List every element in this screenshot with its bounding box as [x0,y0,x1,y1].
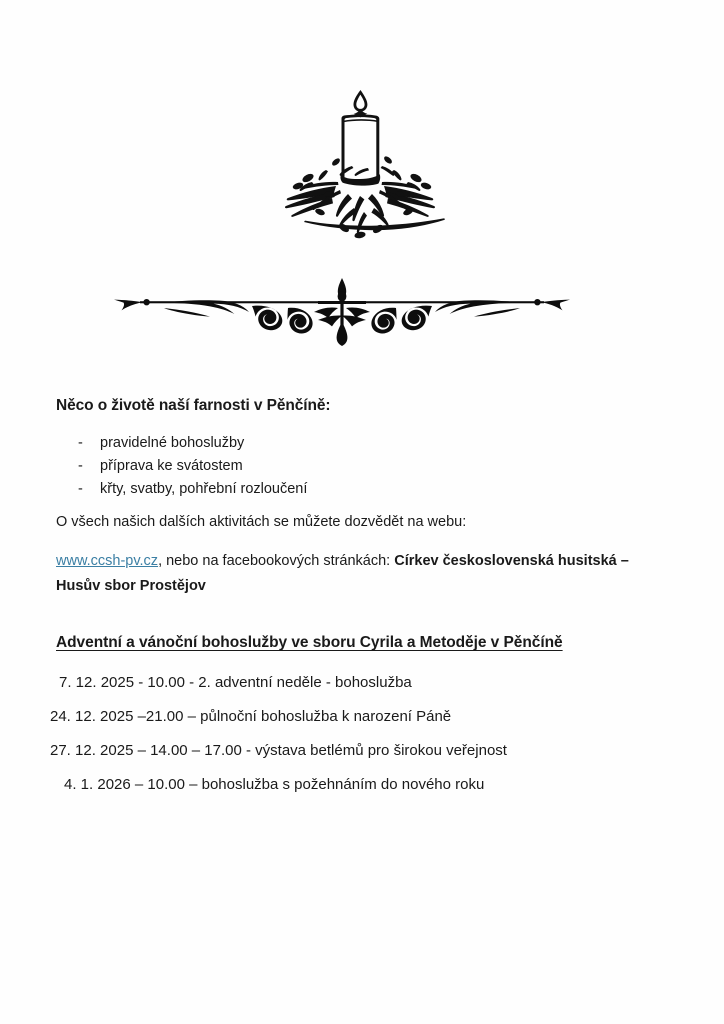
web-intro-text: O všech našich dalších aktivitách se můžete dozvědět na webu: [56,514,467,530]
web-after-link-text: , nebo na facebookových stránkách: [158,553,395,569]
schedule-entry: 24. 12. 2025 –21.00 – půlnoční bohoslužba k narození Páně [50,708,452,725]
bullet-marker: - [78,481,83,497]
bullet-marker: - [78,458,83,474]
schedule-heading: Adventní a vánoční bohoslužby ve sboru Cyrila a Metoděje v Pěnčíně [56,634,563,651]
service-schedule-list [50,666,670,802]
page-title: Něco o životě naší farnosti v Pěnčíně: [56,397,331,414]
list-item-label: křty, svatby, pohřební rozloučení [100,481,308,497]
web-links-paragraph [56,549,666,599]
schedule-entry: 27. 12. 2025 – 14.00 – 17.00 - výstava betlémů pro širokou veřejnost [50,742,507,759]
website-link[interactable]: www.ccsh-pv.cz [56,553,159,569]
schedule-entry: 4. 1. 2026 – 10.00 – bohoslužba s požehnáním do nového roku [64,776,485,793]
list-item-label: příprava ke svátostem [100,458,243,474]
list-item-label: pravidelné bohoslužby [100,435,245,451]
ornamental-flourish-divider [112,278,572,346]
schedule-entry: 7. 12. 2025 - 10.00 - 2. adventní neděle - bohoslužba [59,674,412,691]
parish-activities-list [56,432,616,501]
advent-candle-wreath-icon [248,82,480,242]
bullet-marker: - [78,435,83,451]
list-item [56,432,616,455]
list-item [56,455,616,478]
organization-name: Církev československá husitská – Husův sbor Prostějov [56,553,629,594]
list-item [56,478,616,501]
